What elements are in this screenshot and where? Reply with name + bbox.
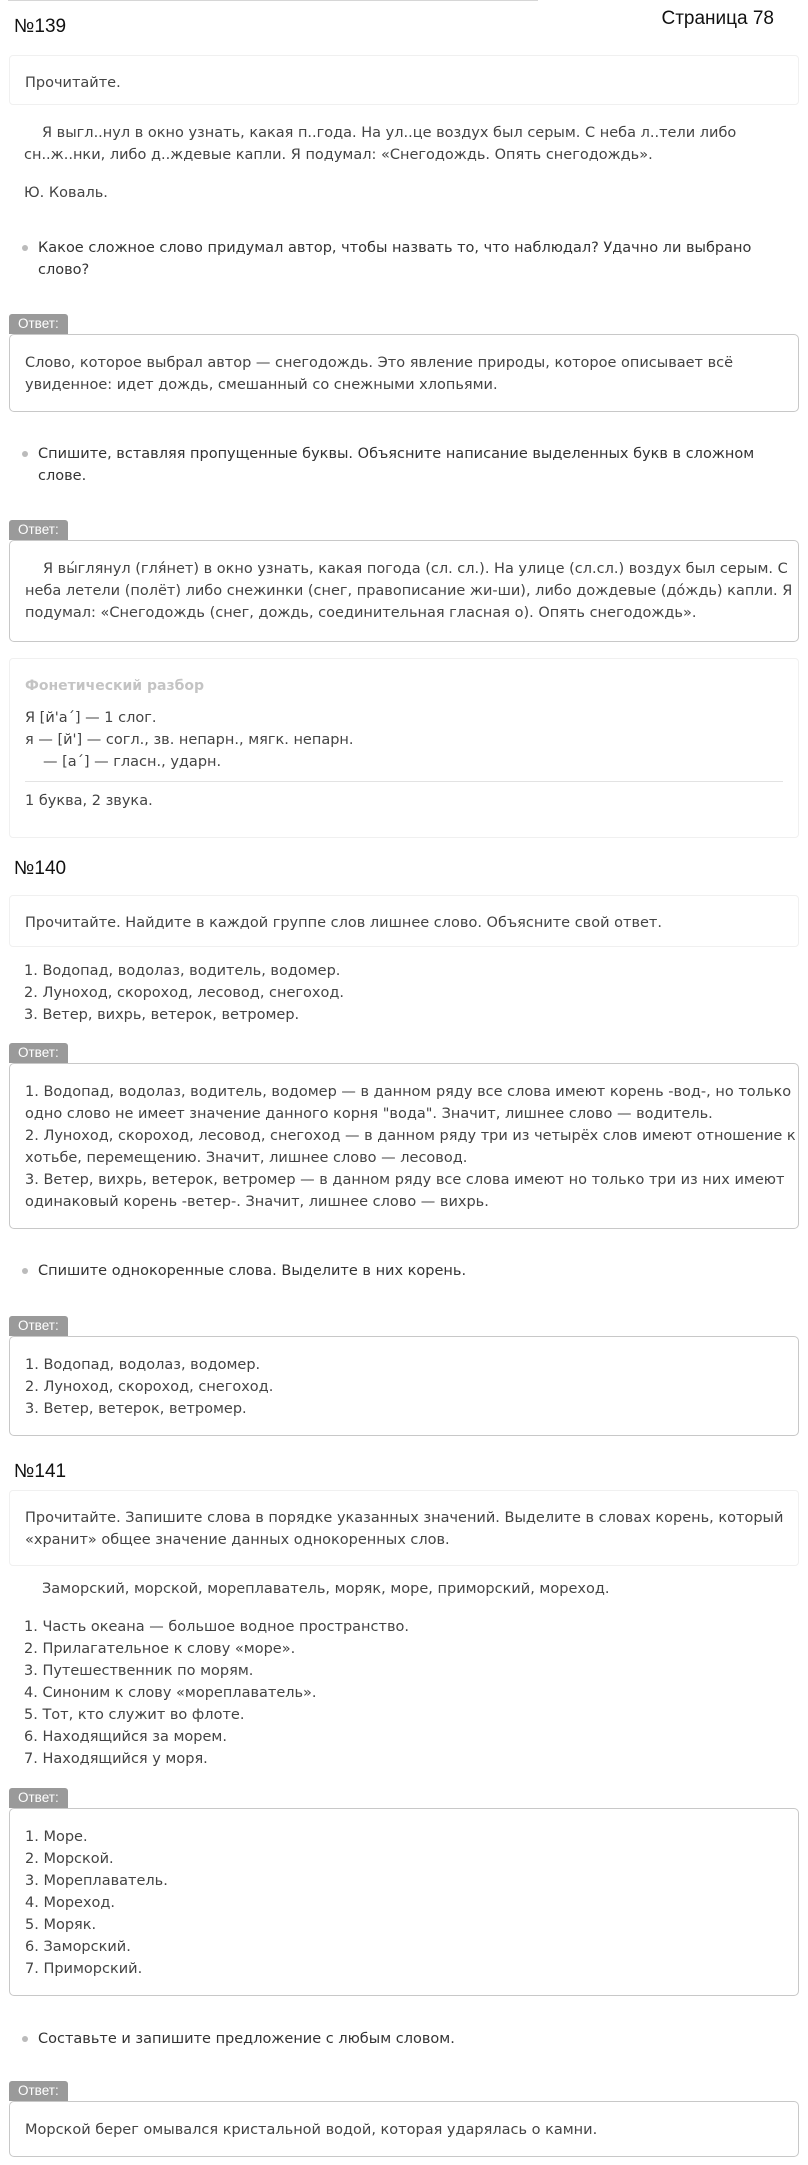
answer-label: Ответ: — [9, 1316, 68, 1336]
task-139-answer-2: Я вы́глянул (гля́нет) в окно узнать, какая погода (сл. сл.). На улице (сл.сл.) воздух был серым. С неба летели (полёт) либо снежинки (снег, правописание жи-ши), либо дождевые (до́ждь) капли. Я подумал: «Снегодождь (снег, дождь, соединительная гласная о). Опять снегодождь». — [9, 540, 799, 642]
phonetic-title: Фонетический разбор — [25, 678, 205, 694]
phonetic-summary: 1 буква, 2 звука. — [25, 793, 153, 809]
task-139-question-2: Спишите, вставляя пропущенные буквы. Объясните написание выделенных букв в сложном слове. — [20, 443, 780, 487]
task-140-question-2: Спишите однокоренные слова. Выделите в них корень. — [20, 1260, 780, 1282]
task-141-question-2: Составьте и запишите предложение с любым словом. — [20, 2028, 780, 2050]
phonetic-divider — [25, 781, 783, 782]
task-140-answer-1: 1. Водопад, водолаз, водитель, водомер — в данном ряду все слова имеют корень -вод-, но только одно слово не имеет значение данного корня "вода". Значит, лишнее слово — водитель. 2. Луноход, скороход, лесовод, снегоход — в данном ряду три из четырёх слов имеют отношение к хотьбе, перемещению. Значит, лишнее слово — лесовод. 3. Ветер, вихрь, ветерок, ветромер — в данном ряду все слова имеют но только три из них имеют одинаковый корень -ветер-. Значит, лишнее слово — вихрь. — [9, 1063, 799, 1229]
task-139-instruction: Прочитайте. — [25, 75, 121, 91]
answer-label: Ответ: — [9, 2081, 68, 2101]
task-140-instruction-box — [9, 895, 799, 947]
task-141-instruction-box: Прочитайте. Запишите слова в порядке указанных значений. Выделите в словах корень, который «хранит» общее значение данных однокоренных слов. — [9, 1490, 799, 1566]
task-141-answer-2: Морской берег омывался кристальной водой, которая ударялась о камни. — [9, 2101, 799, 2157]
phonetic-analysis: Фонетический разбор Я [й'а´] — 1 слог. я — [й'] — согл., зв. непарн., мягк. непарн. — [а´] — гласн., ударн. 1 буква, 2 звука. — [9, 658, 799, 838]
answer-label: Ответ: — [9, 1788, 68, 1808]
task-number-140: №140 — [14, 858, 67, 879]
task-139-instruction-box — [9, 55, 799, 105]
task-140-answer-2: 1. Водопад, водолаз, водомер. 2. Луноход, скороход, снегоход. 3. Ветер, ветерок, ветромер. — [9, 1336, 799, 1436]
page-number: Страница 78 — [661, 8, 774, 29]
task-141-meanings: 1. Часть океана — большое водное пространство. 2. Прилагательное к слову «море». 3. Путешественник по морям. 4. Синоним к слову «мореплаватель». 5. Тот, кто служит во флоте. 6. Находящийся за морем. 7. Находящийся у моря. — [24, 1619, 409, 1767]
task-number-139: №139 — [14, 16, 67, 37]
task-139-answer-1: Слово, которое выбрал автор — снегодождь. Это явление природы, которое описывает всё увиденное: идет дождь, смешанный со снежными хлопьями. — [9, 334, 799, 412]
answer-label: Ответ: — [9, 314, 68, 334]
task-141-answer-1: 1. Море. 2. Морской. 3. Мореплаватель. 4. Мореход. 5. Моряк. 6. Заморский. 7. Приморский. — [9, 1808, 799, 1996]
task-139-question-1: Какое сложное слово придумал автор, чтобы назвать то, что наблюдал? Удачно ли выбрано слово? — [20, 237, 780, 281]
top-divider — [8, 0, 538, 1]
answer-label: Ответ: — [9, 520, 68, 540]
task-139-text: Я выгл..нул в окно узнать, какая п..года. На ул..це воздух был серым. С неба л..тели либо сн..ж..нки, либо д..ждевые капли. Я подумал: «Снегодождь. Опять снегодождь». — [24, 125, 737, 163]
task-140-list: 1. Водопад, водолаз, водитель, водомер. 2. Луноход, скороход, лесовод, снегоход. 3. Ветер, вихрь, ветерок, ветромер. — [24, 963, 344, 1023]
task-141-words: Заморский, морской, мореплаватель, моряк, море, приморский, мореход. — [42, 1581, 610, 1597]
task-number-141: №141 — [14, 1461, 67, 1482]
task-139-author: Ю. Коваль. — [24, 185, 108, 201]
answer-label: Ответ: — [9, 1043, 68, 1063]
task-140-instruction: Прочитайте. Найдите в каждой группе слов лишнее слово. Объясните свой ответ. — [25, 915, 662, 931]
